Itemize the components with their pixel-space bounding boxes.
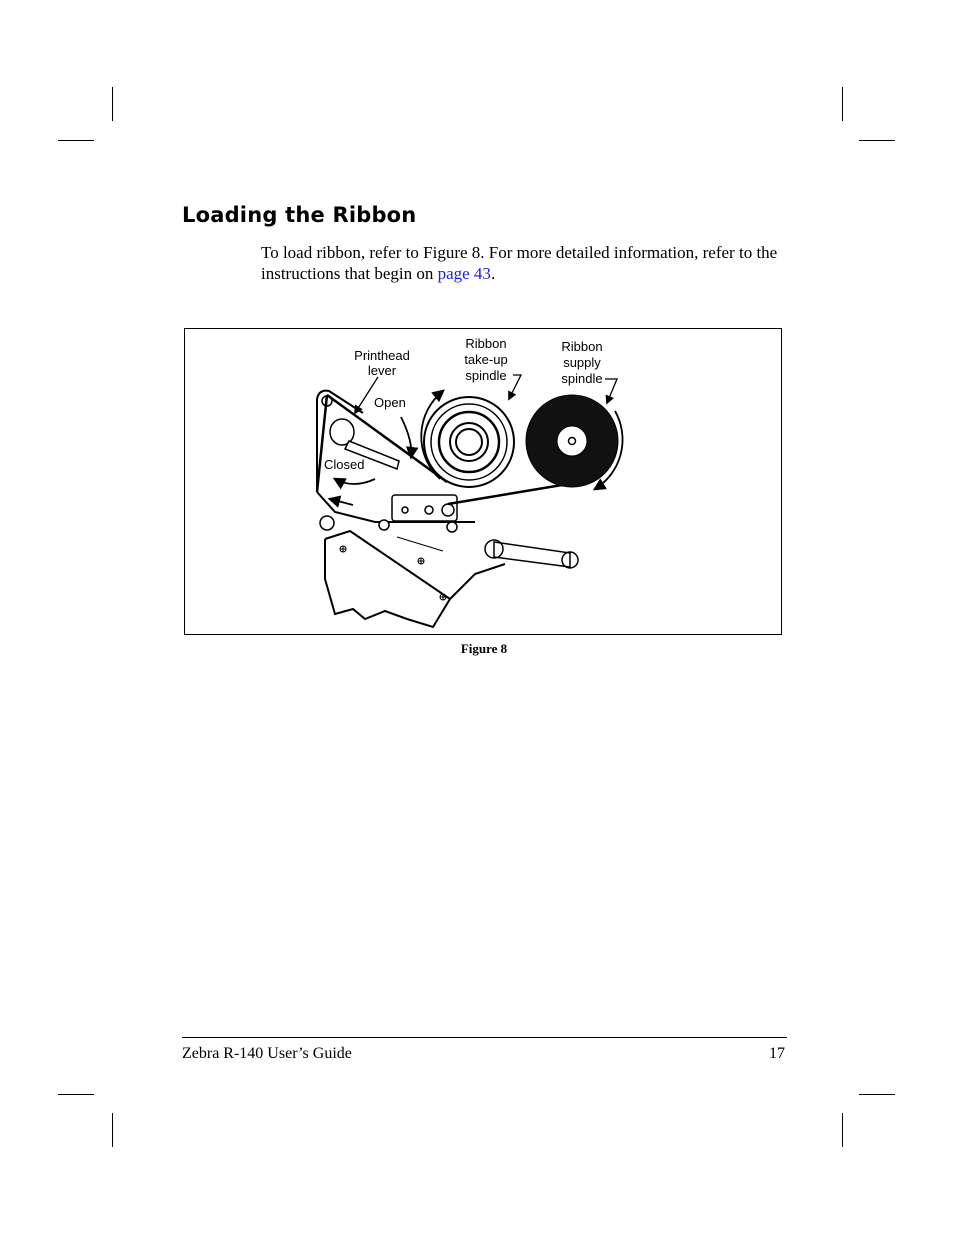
crop-mark — [842, 1113, 843, 1147]
crop-mark — [112, 87, 113, 121]
printhead-label: lever — [367, 363, 397, 378]
section-heading: Loading the Ribbon — [182, 203, 417, 227]
figure-frame — [184, 328, 782, 635]
supply-label: Ribbon — [561, 339, 603, 354]
figure-caption: Figure 8 — [460, 641, 508, 656]
intro-paragraph — [261, 242, 781, 284]
crop-mark — [58, 1094, 94, 1095]
intro-text: To load ribbon, refer to Figure 8. For more detailed information, refer to the instructions that begin on — [261, 243, 778, 283]
footer-rule — [182, 1037, 787, 1038]
closed-label: Closed — [324, 457, 365, 472]
takeup-spindle — [424, 397, 514, 487]
intro-period: . — [490, 264, 496, 283]
screw-icons — [340, 546, 446, 600]
page-number: 17 — [769, 1045, 785, 1062]
footer-title: Zebra R-140 User’s Guide — [182, 1045, 352, 1062]
page-link[interactable]: page 43 — [437, 264, 491, 283]
crop-mark — [859, 140, 895, 141]
supply-spindle — [526, 395, 618, 487]
crop-mark — [842, 87, 843, 121]
crop-mark — [859, 1094, 895, 1095]
takeup-label: take-up — [464, 352, 508, 367]
crop-mark — [112, 1113, 113, 1147]
takeup-label: Ribbon — [465, 336, 507, 351]
dancer-arm — [397, 537, 570, 567]
printhead-label: Printhead — [354, 348, 410, 363]
takeup-label: spindle — [465, 368, 507, 383]
supply-label: spindle — [561, 371, 603, 386]
supply-label: supply — [563, 355, 601, 370]
open-label: Open — [374, 395, 406, 410]
ribbon-loading-diagram — [185, 329, 783, 636]
crop-mark — [58, 140, 94, 141]
